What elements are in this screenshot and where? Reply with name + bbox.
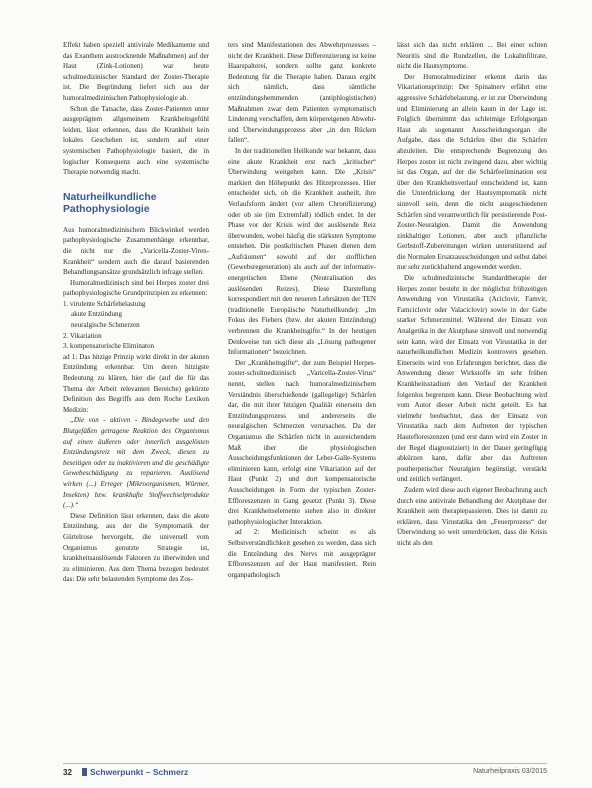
paragraph: In der traditionellen Heilkunde war bekannt, dass eine akute Krankheit erst nach „kritischer“ Überwindung weitgehen kann. Die „Krisis“ markiert den Höhepunkt des Hitzeprozesses. Hier entscheidet sich, ob die Krankheit ausheilt, ihre Verlaufsform ändert (vor allem Chronifizierung) oder ob sie (im Extremfall) tödlich endet. In der Phase vor der Krisis wird der auslösende Reiz überwunden, wobei häufig die stärksten Symptome entstehen. Die postkritischen Phasen dienen dem „Aufräumen“ sowohl auf der stofflichen (Gewebsregeneration) als auch auf der informativ-energetischen Ebene (Neutralisation des auslösenden Reizes). Diese Darstellung korrespondiert mit den neueren Lehrsätzen der TEN (traditionelle Europäische Naturheilkunde): „Im Fokus des Fiebers (bzw. der akuten Entzündung) verbrennen die Krankheitsgifte.“ In der heutigen Denkweise tun sich diese als „Lösung pathogener Informationen“ bezeichnen. [228,146,376,357]
paragraph: ters sind Manifestationen des Abwehrprozesses – nicht der Krankheit. Diese Differenzierung ist keine Haarspalterei, sondern sollte ganz konkrete Bedeutung für die Therapie haben. Daraus ergibt sich nämlich, dass sämtliche entzündungshemmenden (antiphlogistischen) Maßnahmen zwar dem Patienten symptomatisch Linderung verschaffen, dem körpereigenen Abwehr- und Überwindungsprozess aber „in den Rücken fallen“. [228,41,376,145]
list-item: neuralgische Schmerzen [71,321,140,330]
paragraph: lässt sich das nicht erklären ... Bei einer echten Neuritis sind die Rundzellen, die Lokalinfiltrate, nicht die Hautsymptome. [397,41,547,71]
definition-quote: „Die von - aktiven - Bindegewebe und den Blutgefäßen getragene Reaktion des Organismus auf einen äußeren oder innerlich ausgelösten Entzündungsreiz mit dem Zweck, diesen zu beseitigen oder zu inaktivieren und die geschädigte Gewebeschädigung zu reparieren. Auslösend wirken (...) Erreger (Mikroorganismen, Würmer, Insekten) bzw. krankhafte Stoffwechselprodukte (...).“ [63,416,209,510]
issue-label: Naturheilpraxis 03/2015 [473,768,547,775]
paragraph: Humoralmedizinisch sind bei Herpes zoster drei pathophysiologische Grundprinzipien zu erkennen: [63,278,209,298]
section-heading: Naturheilkundliche Pathophysiologie [63,191,157,216]
paragraph: Der Humoralmediziner erkennt darin das Vikariationsprinzip: Der Spinalnerv erfährt eine aggressive Schärfebelastung, er ist zur Überwindung und Eliminierung an allein kaum in der Lage ist. Folglich übernimmt das schleimige Erfolgsorgan Haut als sogenannt Ausscheidungsorgan die Aufgabe, dass die Schärfen über die Schärfen abzuleiten. Die entsprechende Begrenzung des Herpes zoster ist nicht zwingend dazu, aber wichtig ist das Organ, auf der die Schärfeelimination erst über den Krankheitsverlauf entscheidend ist, kann die Unterdrückung der Hautsymptomatik nicht sinnvoll sein, denn die nicht ausgeschiedenen Schärfen sind verantwortlich für persistierende Post-Zoster-Neuralgien. Damit die Anwendung zinkhaltiger Lotionen, aber auch pflanzliche Gerbstoff-Zubereitungen wirken unterstützend auf die Normalen Ersatzausscheidungen und selbst dabei nur sehr zurückhaltend angewendet werden. [397,72,547,272]
text-column-1 [63,40,209,756]
principles-list [63,299,209,352]
list-item: 2. Vikariation [63,331,102,340]
paragraph: Aus humoralmedizinischem Blickwinkel werden pathophysiologische Zusammenhänge erkennbar, die nicht nur die „Varicella-Zoster-Viren-Krankheit“ sondern auch die darauf basierenden Behandlungsansätze grundsätzlich infrage stellen. [63,225,209,277]
paragraph: Die schulmedizinische Standardtherapie der Herpes zoster besteht in der möglichst frühzeitigen Anwendung von Virustatika (Aciclovir, Famvir, Famciclovir oder Valaciclovir) sowie in der Gabe starker Schmerzmittel. Während der Einsatz von Analgetika in der Akutphase sinnvoll und notwendig sein kann, wird der Einsatz von Virustatika in der naturheilkundlichen Medizin kontrovers gesehen. Einerseits wird von Erfahrungen berichtet, dass die Anwendung dieser Wirkstoffe im sehr frühen Krankheitsstadium den Verlauf der Krankheit folgenlos begrenzen kann. Diese Beobachtung wird vom Autor dieser Arbeit nicht geteilt. Es hat vielmehr beobachtet, dass der Einsatz von Virustatika nach dem Auftreten der typischen Hautefloreszenzen (und erst dann wird ein Zoster in der Regel diagnostiziert) in der Dauer geringfügig abkürzen kann, dafür aber das Auftreten postherpetischer Neuralgien begünstigt, verstärkt und zeitlich verlängert. [397,274,547,484]
section-marker-icon [82,768,87,776]
paragraph: Der „Krankheitsgifte“, der zum Beispiel Herpes-zoster-schulmedizinisch „Varicella-Zoster-Virus“ nennt, stellen nach humoralmedizinischem Verständnis überschießende (gallegelige) Schärfen dar, die mit ihrer hitzigen Qualität einerseits den Entzündungsprozess und andererseits die neuralgischen Schmerzen verursachen. Da der Organismus die Schärfen nicht in ausreichendem Maß über die physiologischen Ausscheidungsfunktionen der Leber-Galle-Systems eliminieren kann, erfolgt eine Vikariation auf der Haut (Punkt 2) und dort kompensatorische Ausscheidungen in Form der typischen Zoster-Effloreszenzen in Gang gesetzt (Punkt 3). Diese drei Krankheitselemente stehen also in direkter pathophysiologischer Interaktion. [228,358,376,526]
list-item: 3. kompensatorische Eliminaton [63,342,155,351]
list-item: 1. virulente Schärfebelastung [63,299,146,308]
paragraph: Diese Definition lässt erkennen, dass die akute Entzündung, aus der die Symptomatik der Gürtelrose hervorgeht, die universell vom Organismus genutzte Strategie ist, krankheitsauslösende Faktoren zu überwinden und zu eliminieren. Aus dem Thema bezogen bedeutet das: Die sehr belastenden Symptome des Zos- [63,511,209,584]
section-label: Schwerpunkt – Schmerz [90,767,189,777]
paragraph: Zudem wird diese auch eigener Beobachtung auch durch eine antivirale Behandlung der Akutphase der Krankheit sein therapiepassieren. Dies ist damit zu erklären, dass Virustatika den „Feuerprozess“ der Überwindung so weit unterdrücken, dass die Krisis nicht als den [397,485,547,547]
page-footer [63,763,547,780]
section-title [80,767,188,777]
text-column-3 [397,40,547,756]
paragraph: Schon die Tatsache, dass Zoster-Patienten unter ausgeprägtem allgemeinem Krankheitsgefühl leiden, lässt erkennen, dass die Krankheit kein lokales Geschehen ist, sondern auf einer systemischen Pathophysiologie basiert, die in logischer Konsequenz auch eine systemische Therapie notwendig macht. [63,104,209,177]
paragraph: Effekt haben speziell antivirale Medikamente und das Exanthem austrocknende Maßnahmen) auf der Haut (Zink-Lotionen) war heute schulmedizinischer Standard der Zoster-Therapie ist. Die Begründung liefert sich aus der humoralmedizinischen Pathophysiologie ab. [63,41,209,102]
text-column-2 [228,40,376,756]
list-item: akute Entzündung [71,310,123,319]
page-number: 32 [63,768,72,777]
paragraph: ad 1: Das hitzige Prinzip wirkt direkt in der akuten Entzündung erkennbar. Um deren hitzigste Bedeutung zu klären, hier die (auf die für das Thema der Arbeit relevanten Bereiche) gekürzte Definition des Begriffs aus dem Roche Lexikon Medizin: [63,352,209,414]
paragraph: ad 2: Medizinisch scheint es als Selbstverständlichkeit gesehen zu werden, dass sich die Entzündung des Nervs mit ausgeprägter Effloreszenzen auf der Haut manifestiert. Rein organpathologisch [228,528,376,579]
